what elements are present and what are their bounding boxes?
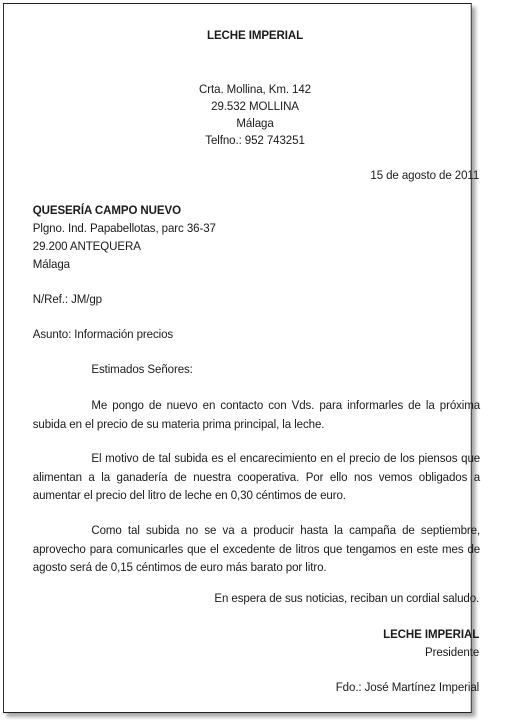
- sender-address-line-1: Crta. Mollina, Km. 142: [199, 82, 312, 96]
- sender-address-line-2: 29.532 MOLLINA: [211, 99, 299, 113]
- closing-line: En espera de sus noticias, reciban un cordial saludo.: [214, 591, 480, 605]
- reference-line: N/Ref.: JM/gp: [32, 292, 103, 306]
- signature-title: Presidente: [424, 645, 480, 659]
- body-paragraph-3: Como tal subida no se va a producir hasta la campaña de septiembre, aprovecho para comunicarles que el excedente de litros que tengamos en este mes de agosto será de 0,15 céntimos de euro más barato por litro.: [32, 523, 481, 574]
- letter-page: [3, 3, 481, 713]
- signature-name: Fdo.: José Martínez Imperial: [335, 680, 480, 694]
- recipient-address-line-3: Málaga: [32, 257, 71, 271]
- recipient-address-line-1: Plgno. Ind. Papabellotas, parc 36-37: [32, 221, 216, 235]
- subject-line: Asunto: Información precios: [32, 327, 174, 341]
- recipient-name: QUESERÍA CAMPO NUEVO: [32, 203, 181, 217]
- recipient-address-line-2: 29.200 ANTEQUERA: [32, 239, 141, 253]
- letter-date: 15 de agosto de 2011: [370, 168, 480, 182]
- signature-company: LECHE IMPERIAL: [383, 627, 480, 641]
- body-paragraph-2: El motivo de tal subida es el encarecimiento en el precio de los piensos que alimentan a la ganadería de nuestra cooperativa. Por ello nos vemos obligados a aumentar el precio del litro de leche en 0,30 céntimos de euro.: [32, 451, 481, 502]
- sender-address-line-3: Málaga: [236, 116, 274, 130]
- greeting: Estimados Señores:: [91, 362, 193, 376]
- sender-phone: Telfno.: 952 743251: [205, 133, 305, 147]
- body-paragraph-1: Me pongo de nuevo en contacto con Vds. para informarles de la próxima subida en el precio de su materia prima principal, la leche.: [32, 398, 481, 431]
- sender-company: LECHE IMPERIAL: [207, 28, 304, 42]
